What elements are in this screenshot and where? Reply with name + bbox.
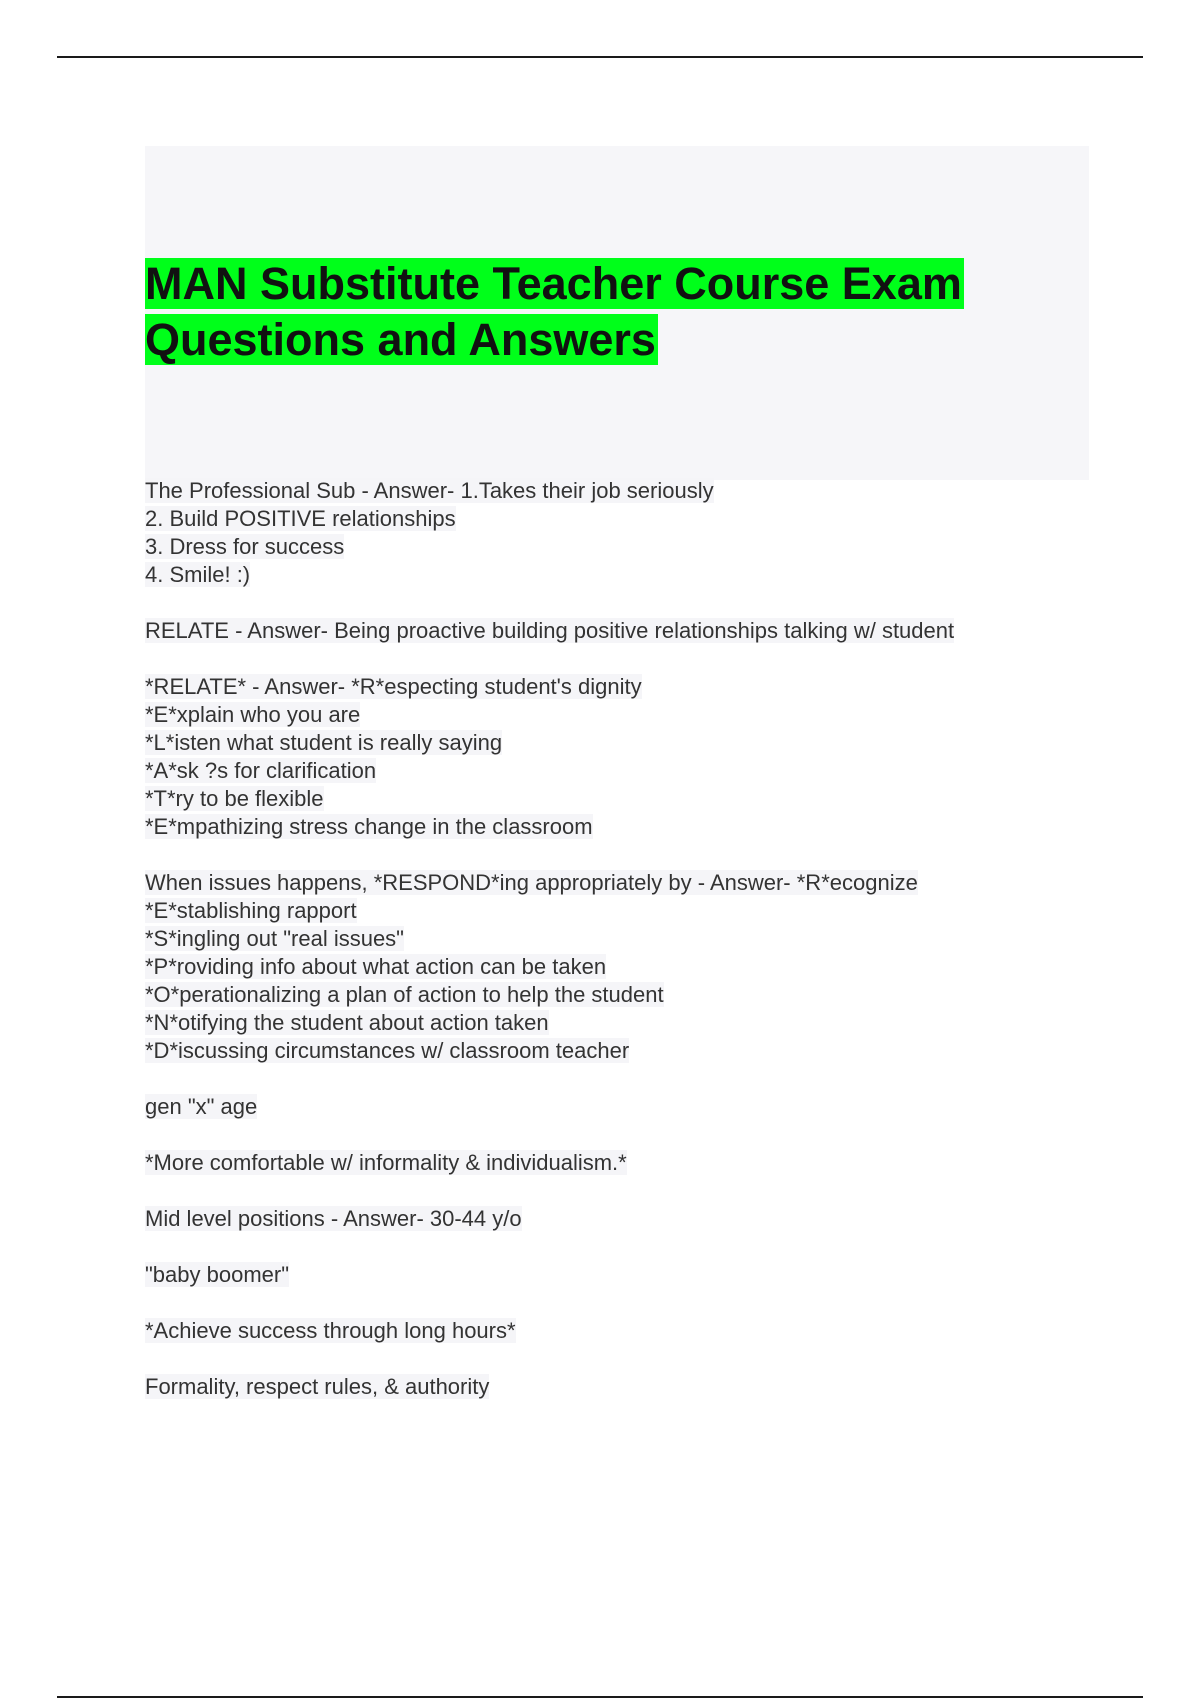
qa-line-text: 3. Dress for success (145, 534, 345, 559)
qa-entry (145, 1205, 1075, 1233)
qa-line (145, 673, 1075, 701)
qa-line-text: When issues happens, *RESPOND*ing appropriately by - Answer- *R*ecognize (145, 870, 918, 895)
qa-line (145, 561, 1075, 589)
qa-line-text: *D*iscussing circumstances w/ classroom teacher (145, 1038, 630, 1063)
qa-line-text: "baby boomer" (145, 1262, 290, 1287)
qa-line (145, 1149, 1075, 1177)
qa-line (145, 785, 1075, 813)
qa-line (145, 1093, 1075, 1121)
qa-line (145, 813, 1075, 841)
qa-line-text: 2. Build POSITIVE relationships (145, 506, 456, 531)
qa-line (145, 729, 1075, 757)
qa-line-text: *P*roviding info about what action can be taken (145, 954, 607, 979)
qa-entry (145, 1317, 1075, 1345)
qa-entry (145, 1093, 1075, 1121)
qa-line (145, 981, 1075, 1009)
qa-line-text: *More comfortable w/ informality & individualism.* (145, 1150, 627, 1175)
qa-line-text: *O*perationalizing a plan of action to help the student (145, 982, 664, 1007)
qa-line-text: RELATE - Answer- Being proactive building positive relationships talking w/ student (145, 618, 955, 643)
qa-line (145, 1037, 1075, 1065)
qa-line (145, 617, 1075, 645)
qa-line-text: *E*stablishing rapport (145, 898, 357, 923)
qa-line (145, 533, 1075, 561)
qa-list (145, 477, 1075, 1429)
qa-line (145, 1317, 1075, 1345)
qa-line (145, 953, 1075, 981)
bottom-rule (57, 1696, 1143, 1698)
qa-line-text: *S*ingling out "real issues" (145, 926, 404, 951)
qa-line (145, 897, 1075, 925)
qa-entry (145, 477, 1075, 589)
qa-entry (145, 1261, 1075, 1289)
qa-line (145, 1205, 1075, 1233)
qa-line-text: *RELATE* - Answer- *R*especting student's dignity (145, 674, 642, 699)
qa-line (145, 477, 1075, 505)
qa-line-text: *L*isten what student is really saying (145, 730, 503, 755)
qa-line-text: Formality, respect rules, & authority (145, 1374, 490, 1399)
document-title-text: MAN Substitute Teacher Course Exam Questions and Answers (145, 258, 962, 365)
qa-line-text: *N*otifying the student about action taken (145, 1010, 549, 1035)
qa-line (145, 869, 1075, 897)
qa-entry (145, 869, 1075, 1065)
qa-line-text: Mid level positions - Answer- 30-44 y/o (145, 1206, 522, 1231)
qa-line-text: *E*xplain who you are (145, 702, 361, 727)
qa-line-text: *A*sk ?s for clarification (145, 758, 377, 783)
qa-line-text: 4. Smile! :) (145, 562, 251, 587)
qa-line (145, 925, 1075, 953)
qa-entry (145, 673, 1075, 841)
qa-entry (145, 1149, 1075, 1177)
qa-line (145, 1373, 1075, 1401)
qa-entry (145, 1373, 1075, 1401)
qa-line (145, 505, 1075, 533)
qa-line-text: *E*mpathizing stress change in the classroom (145, 814, 593, 839)
qa-line-text: *Achieve success through long hours* (145, 1318, 516, 1343)
qa-line-text: gen "x" age (145, 1094, 258, 1119)
qa-line (145, 1261, 1075, 1289)
qa-line (145, 757, 1075, 785)
qa-line-text: *T*ry to be flexible (145, 786, 324, 811)
qa-line-text: The Professional Sub - Answer- 1.Takes their job seriously (145, 478, 714, 503)
qa-line (145, 1009, 1075, 1037)
qa-line (145, 701, 1075, 729)
top-rule (57, 56, 1143, 58)
document-title (145, 256, 1045, 368)
qa-entry (145, 617, 1075, 645)
